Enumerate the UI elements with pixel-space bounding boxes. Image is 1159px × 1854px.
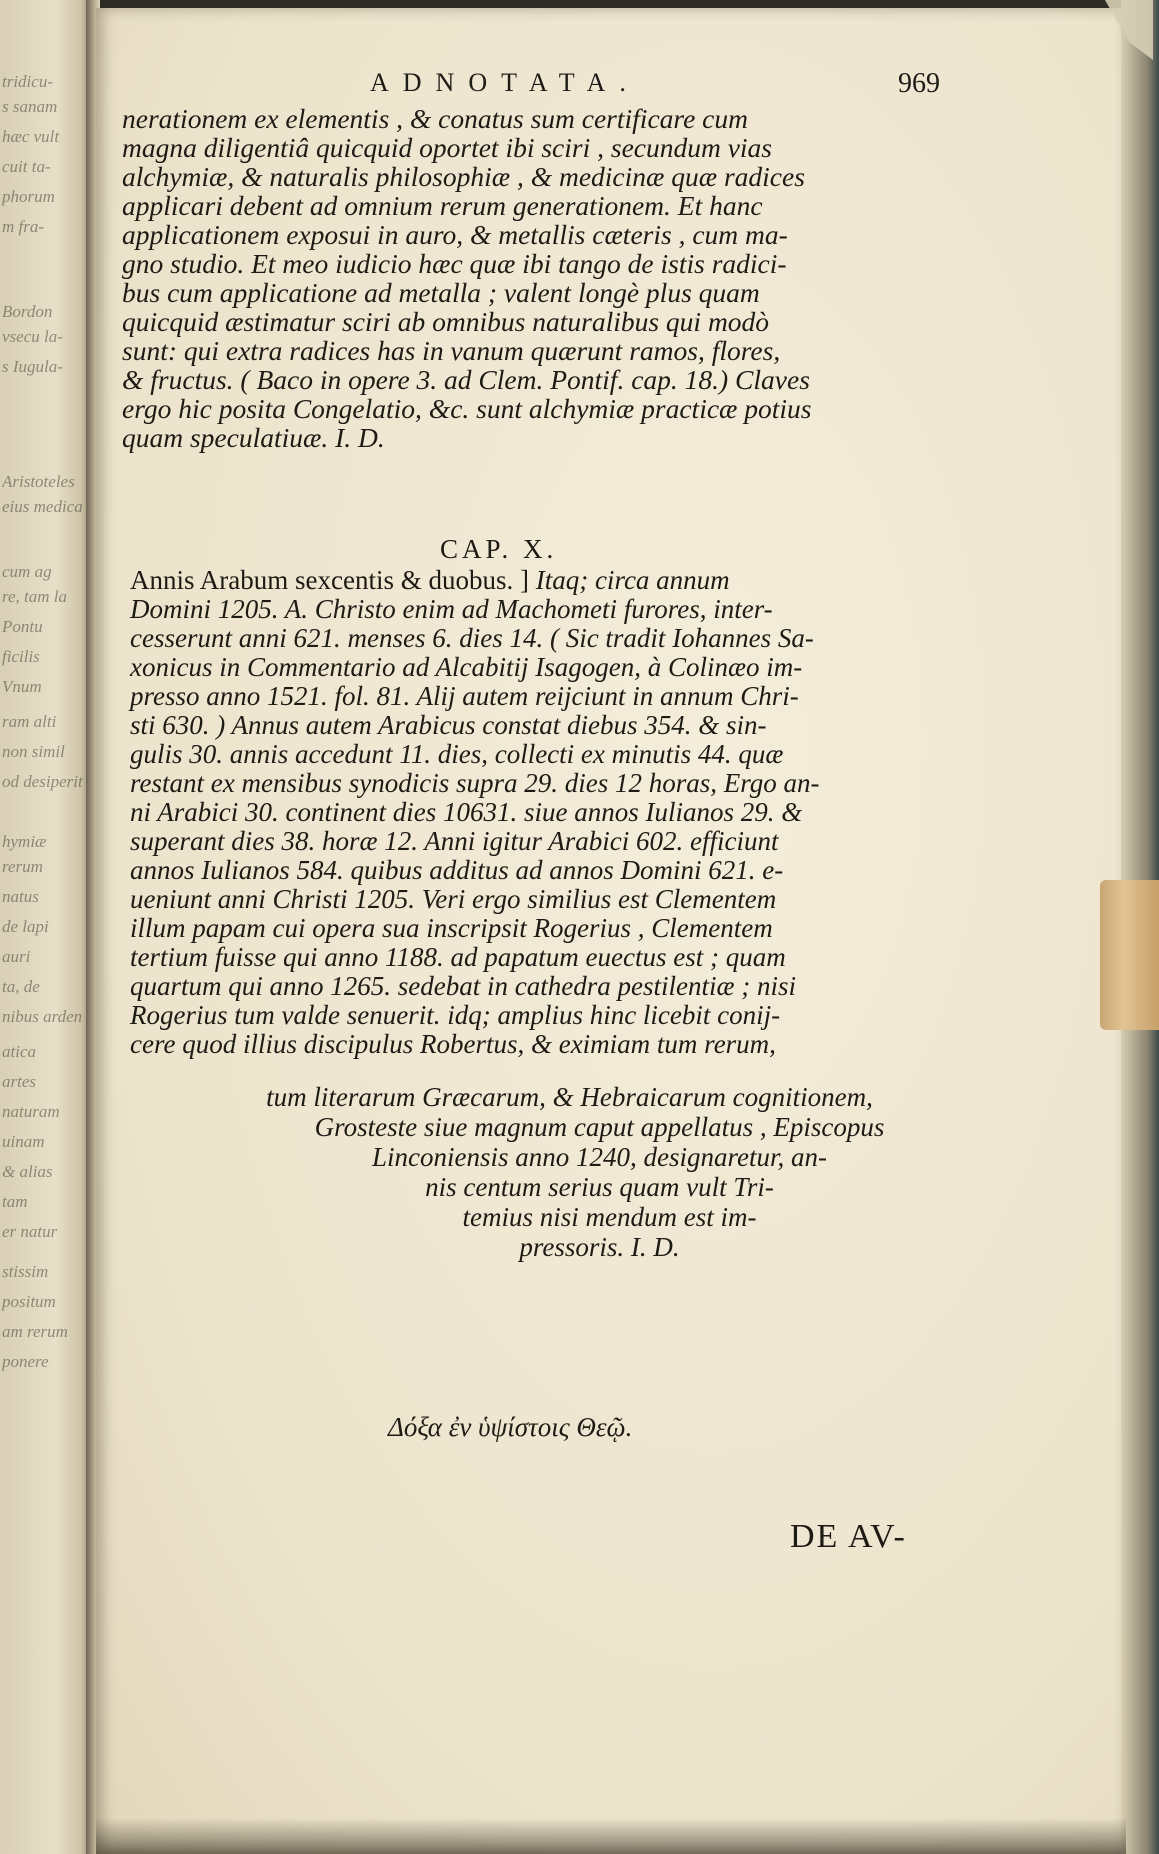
text-line: magna diligentiâ quicquid oportet ibi sciri , secundum vias [122, 132, 773, 163]
page-number: 969 [898, 68, 940, 99]
line-text: tertium fuisse qui anno 1188. ad papatum euectus est ; quam [130, 942, 786, 972]
bottom-shadow [96, 1818, 1126, 1854]
running-title: ADNOTATA. [370, 68, 640, 97]
line-text: quartum qui anno 1265. sedebat in cathedra pestilentiæ ; nisi [130, 971, 796, 1001]
text-line: applicationem exposui in auro, & metallis cæteris , cum ma- [122, 219, 788, 250]
line-text: Domini 1205. A. Christo enim ad Machometi furores, inter- [130, 594, 773, 624]
facing-page-fragment: ficilis [2, 647, 40, 666]
facing-page-fragment: Pontu [2, 617, 43, 636]
facing-page-fragment: s sanam [2, 97, 58, 116]
text-line [130, 711, 960, 740]
facing-page-fragment: auri [2, 947, 31, 966]
text-line [130, 943, 960, 972]
text-line: sunt: qui extra radices has in vanum quærunt ramos, flores, [122, 335, 781, 366]
line-text: annos Iulianos 584. quibus additus ad annos Domini 621. e- [130, 855, 784, 885]
text-line [130, 566, 960, 595]
chapter-annotation [130, 566, 960, 1059]
text-line: nerationem ex elementis , & conatus sum certificare cum [122, 103, 748, 134]
facing-page-fragment: non simil [2, 742, 65, 761]
facing-page-fragment: cum ag [2, 562, 52, 581]
line-text: illum papam cui opera sua inscripsit Rogerius , Clementem [130, 913, 773, 943]
facing-page-fragment: hymiæ [2, 832, 47, 851]
facing-page-fragment: eius medica [2, 497, 83, 516]
facing-page-fragment: ta, de [2, 977, 40, 996]
facing-page-fragment: am rerum [2, 1322, 68, 1341]
text-line [130, 624, 960, 653]
text-line [130, 1001, 960, 1030]
facing-page-fragment: tridicu- [2, 72, 53, 91]
tail-line: nis centum serius quam vult Tri- [425, 1172, 774, 1202]
text-line [130, 740, 960, 769]
text-line [130, 1030, 960, 1059]
line-text: Itaq; circa annum [528, 565, 730, 595]
text-line [130, 972, 960, 1001]
facing-page-fragment: de lapi [2, 917, 49, 936]
text-line: & fructus. ( Baco in opere 3. ad Clem. Pontif. cap. 18.) Claves [122, 364, 810, 395]
facing-page-fragment: atica [2, 1042, 36, 1061]
facing-page-fragment: ram alti [2, 712, 57, 731]
text-line: gno studio. Et meo iudicio hæc quæ ibi tango de istis radici- [122, 248, 787, 279]
text-line [130, 798, 960, 827]
tail-line: pressoris. I. D. [519, 1232, 680, 1262]
facing-page-fragment: od desiperit [2, 772, 83, 791]
text-line [130, 856, 960, 885]
facing-page-fragment: re, tam la [2, 587, 68, 606]
facing-page-fragment: nibus arden [2, 1007, 83, 1026]
facing-page-fragment: uinam [2, 1132, 45, 1151]
text-line: alchymiæ, & naturalis philosophiæ , & medicinæ quæ radices [122, 161, 805, 192]
line-text: xonicus in Commentario ad Alcabitij Isagogen, à Colinæo im- [130, 652, 803, 682]
facing-page-fragment: er natur [2, 1222, 58, 1241]
text-line [130, 769, 960, 798]
facing-page-fragment: phorum [2, 187, 55, 206]
text-line [130, 827, 960, 856]
tail-line: Linconiensis anno 1240, designaretur, an- [372, 1142, 827, 1172]
facing-page-fragment: Vnum [2, 677, 42, 696]
text-line [130, 595, 960, 624]
lemma: Annis Arabum sexcentis & duobus. ] [130, 565, 529, 595]
text-line: ergo hic posita Congelatio, &c. sunt alchymiæ practicæ potius [122, 393, 812, 424]
text-line: quicquid æstimatur sciri ab omnibus naturalibus qui modò [122, 306, 770, 337]
line-text: gulis 30. annis accedunt 11. dies, collecti ex minutis 44. quæ [130, 739, 784, 769]
facing-page-fragment: ponere [2, 1352, 49, 1371]
line-text: Rogerius tum valde senuerit. idq; amplius hinc licebit conij- [130, 1000, 781, 1030]
facing-page-fragment: & alias [2, 1162, 53, 1181]
facing-page-fragment: Aristoteles [2, 472, 75, 491]
text-line [130, 653, 960, 682]
tail-line: tum literarum Græcarum, & Hebraicarum cognitionem, [266, 1082, 873, 1112]
facing-page-fragment: Bordon [2, 302, 53, 321]
facing-page-fragment: m fra- [2, 217, 45, 236]
facing-page-fragment: positum [2, 1292, 56, 1311]
tail-line: temius nisi mendum est im- [462, 1202, 757, 1232]
running-header [370, 68, 950, 108]
chapter-heading: CAP. X. [440, 534, 558, 564]
facing-page-fragment: s Iugula- [2, 357, 63, 376]
text-line [130, 914, 960, 943]
doxology: Δόξα ἐν ὑψίστοις Θεῷ. [388, 1412, 633, 1442]
bookmark-tab [1100, 880, 1159, 1030]
line-text: ueniunt anni Christi 1205. Veri ergo similius est Clementem [130, 884, 777, 914]
line-text: presso anno 1521. fol. 81. Alij autem reijciunt in annum Chri- [130, 681, 799, 711]
facing-page-fragment: stissim [2, 1262, 49, 1281]
line-text: sti 630. ) Annus autem Arabicus constat diebus 354. & sin- [130, 710, 767, 740]
line-text: cere quod illius discipulus Robertus, & eximiam tum rerum, [130, 1029, 776, 1059]
line-text: superant dies 38. horæ 12. Anni igitur Arabici 602. efficiunt [130, 826, 779, 856]
text-line: applicari debent ad omnium rerum generationem. Et hanc [122, 190, 763, 221]
tail-line: Grosteste siue magnum caput appellatus , Episcopus [314, 1112, 885, 1142]
annotation-block [122, 104, 952, 452]
line-text: ni Arabici 30. continent dies 10631. siue annos Iulianos 29. & [130, 797, 803, 827]
facing-page-fragment: tam [2, 1192, 28, 1211]
facing-page-fragment: artes [2, 1072, 36, 1091]
text-line: bus cum applicatione ad metalla ; valent longè plus quam [122, 277, 760, 308]
facing-page-fragment: cuit ta- [2, 157, 51, 176]
text-line: quam speculatiuæ. I. D. [122, 422, 385, 453]
facing-page-fragment: rerum [2, 857, 43, 876]
facing-page-fragment: natus [2, 887, 39, 906]
line-text: cesserunt anni 621. menses 6. dies 14. ( Sic tradit Iohannes Sa- [130, 623, 814, 653]
line-text: restant ex mensibus synodicis supra 29. dies 12 horas, Ergo an- [130, 768, 820, 798]
facing-page-fragment: vsecu la- [2, 327, 63, 346]
facing-page-fragment: naturam [2, 1102, 60, 1121]
text-line [130, 682, 960, 711]
facing-page-fragment: hæc vult [2, 127, 60, 146]
catchword: DE AV- [790, 1518, 907, 1555]
facing-page-edge [0, 0, 92, 1854]
text-line [130, 885, 960, 914]
